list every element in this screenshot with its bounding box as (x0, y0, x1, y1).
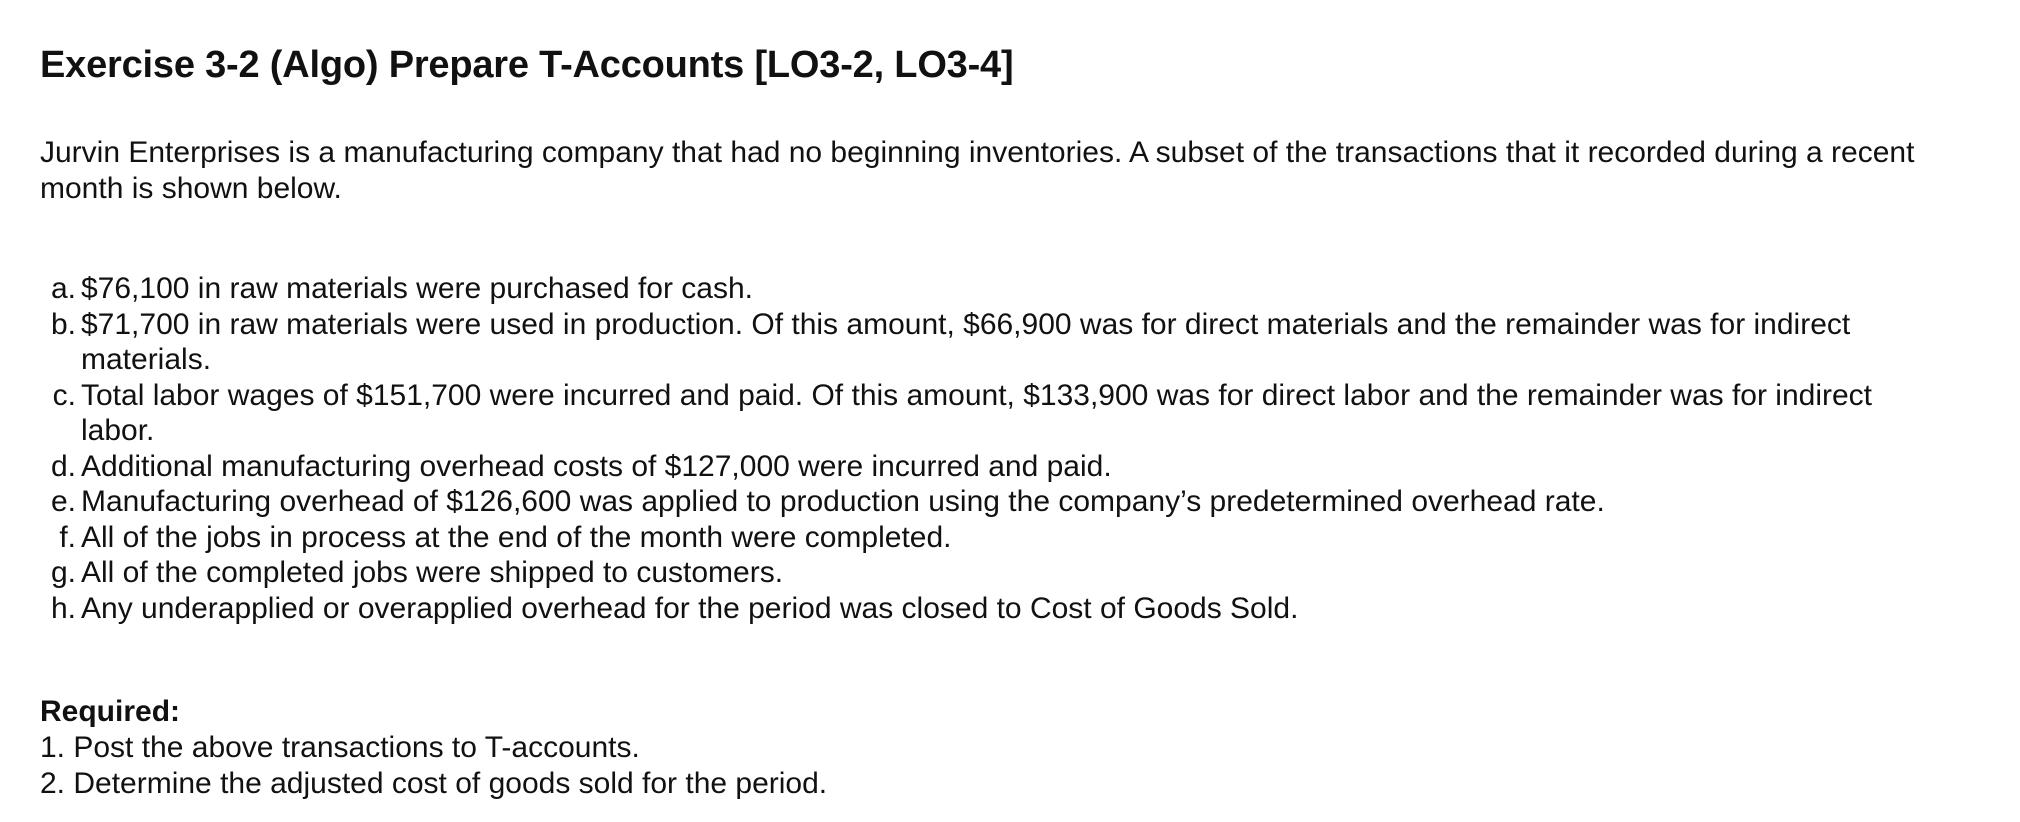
transaction-item-g (40, 555, 1951, 591)
transaction-text: All of the jobs in process at the end of the month were completed. (81, 520, 952, 554)
transaction-item-d (40, 449, 1951, 485)
transaction-item-h (40, 591, 1951, 627)
transaction-item-a (40, 271, 1951, 307)
intro-paragraph: Jurvin Enterprises is a manufacturing company that had no beginning inventories. A subset of the transactions that it recorded during a recent month is shown below. (40, 136, 1915, 205)
transaction-marker: e. (50, 485, 76, 518)
transaction-list (40, 271, 1980, 626)
transaction-text: Additional manufacturing overhead costs of $127,000 were incurred and paid. (81, 449, 1112, 483)
required-item-2: 2. Determine the adjusted cost of goods sold for the period. (40, 767, 828, 800)
transaction-item-b (40, 307, 1951, 378)
transaction-item-f (40, 520, 1951, 556)
transaction-marker: g. (50, 556, 76, 589)
transaction-text: Manufacturing overhead of $126,600 was applied to production using the company’s predetermined overhead rate. (81, 485, 1605, 518)
transaction-text: Total labor wages of $151,700 were incurred and paid. Of this amount, $133,900 was for direct labor and the remainder was for indirect labor. (81, 378, 1873, 447)
transaction-text: $71,700 in raw materials were used in production. Of this amount, $66,900 was for direct materials and the remainder was for indirect materials. (81, 307, 1851, 376)
transaction-text: $76,100 in raw materials were purchased for cash. (81, 272, 754, 305)
transaction-marker: b. (50, 307, 76, 341)
transaction-marker: c. (52, 378, 76, 412)
transaction-item-c (40, 378, 1951, 449)
required-section (40, 694, 1980, 802)
required-item-1: 1. Post the above transactions to T-accounts. (40, 731, 640, 764)
transaction-marker: d. (50, 449, 76, 483)
transaction-marker: f. (59, 520, 76, 554)
required-heading: Required: (40, 695, 181, 728)
transaction-text: Any underapplied or overapplied overhead for the period was closed to Cost of Goods Sold. (81, 591, 1299, 625)
transaction-item-e (40, 484, 1951, 520)
transaction-marker: h. (50, 591, 76, 625)
exercise-title: Exercise 3-2 (Algo) Prepare T-Accounts [LO3-2, LO3-4] (40, 44, 1014, 86)
transaction-marker: a. (50, 272, 76, 305)
transaction-text: All of the completed jobs were shipped to customers. (81, 556, 784, 589)
